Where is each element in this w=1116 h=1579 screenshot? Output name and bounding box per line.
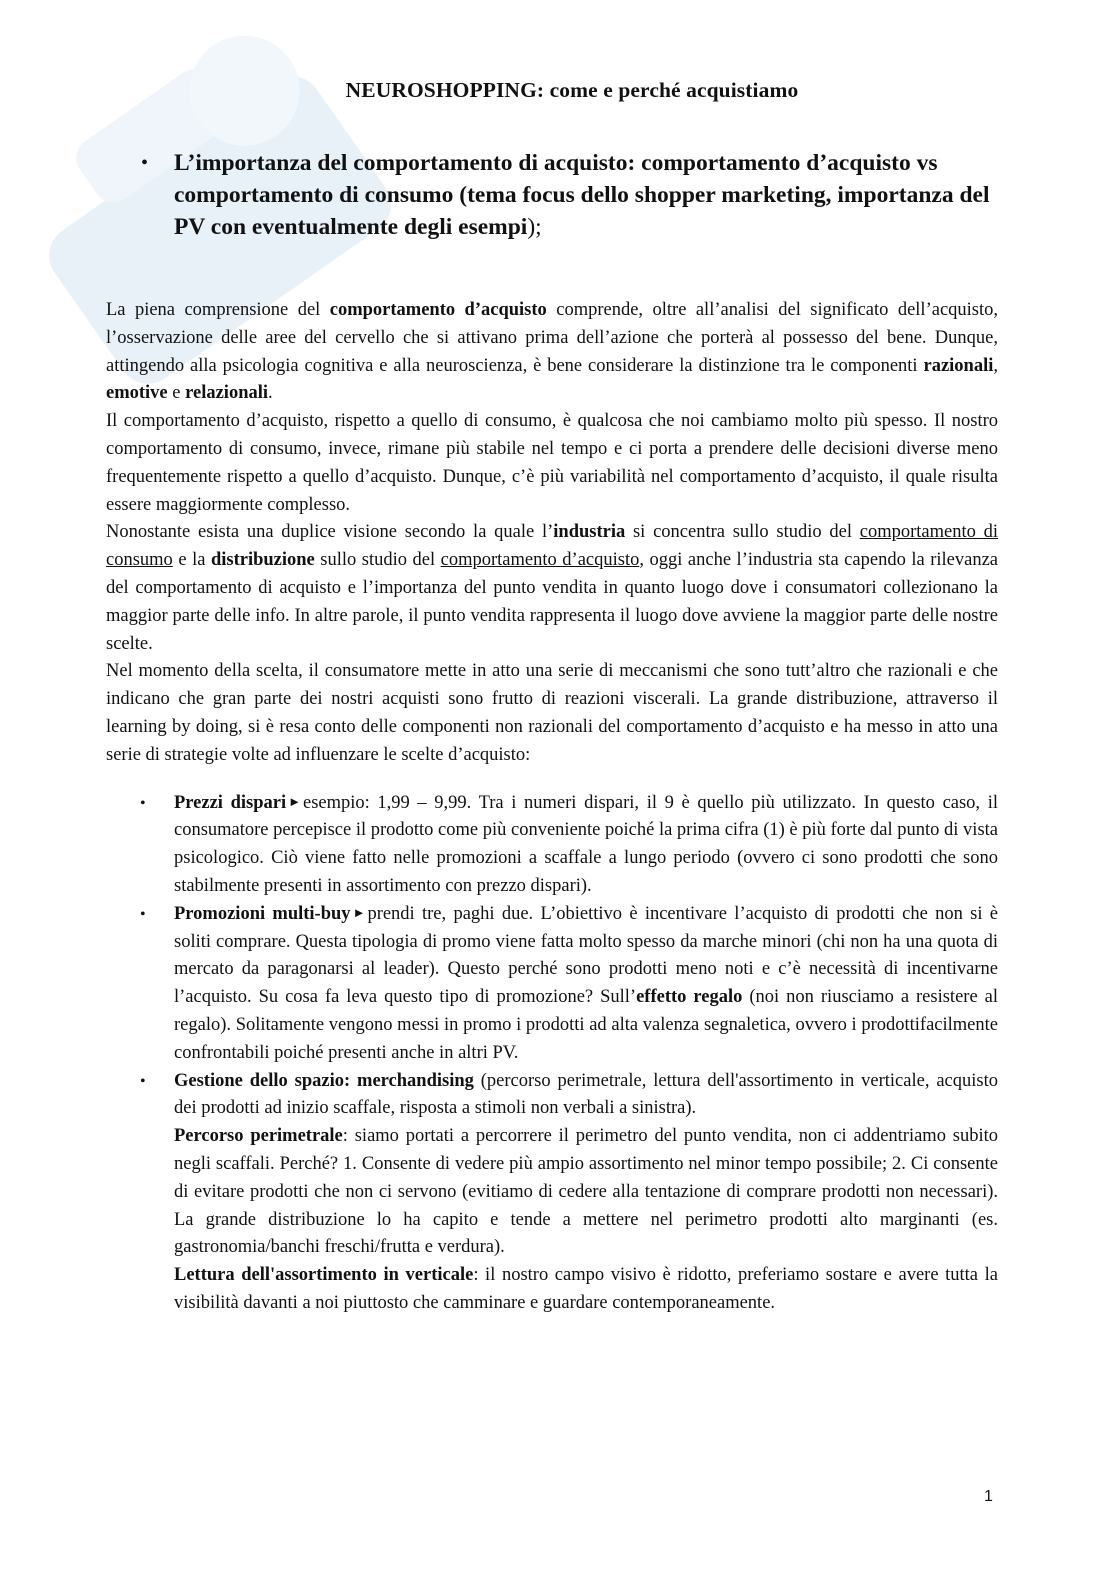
p3-text: si concentra sullo studio del — [625, 522, 860, 543]
p3-text: e la — [172, 550, 211, 571]
list-item-bold: Gestione dello spazio: merchandising — [174, 1070, 474, 1091]
list-item-bold: Promozioni multi-buy — [174, 903, 351, 924]
strategy-list — [106, 790, 998, 1318]
p3-underline: comportamento di consumo — [106, 522, 998, 571]
p1-text: comprende, oltre all’analisi del significato dell’acquisto, l’osservazione delle aree del cervello che si attivano prima dell’azione che porterà al possesso del bene. Dunque, attingendo alla psicologia cognitiva e alla neuroscienza, è bene considerare la distinzione tra le componenti — [106, 300, 999, 376]
arrow-right-icon: ► — [288, 793, 301, 809]
list-item-text: : siamo portati a percorrere il perimetro del punto vendita, non ci addentriamo subito negli scaffali. Perché? 1. Consente di vedere più ampio assortimento nel minor tempo possibile; 2. Ci consente di evitare prodotti che non ci servono (evitiamo di cedere alla tentazione di comprare prodotti non necessari). La grande distribuzione lo ha capito e tende a mettere nel perimetro prodotti alto marginanti (es. gastronomia/banchi freschi/frutta e verdura). — [174, 1126, 998, 1258]
p1-text: , — [993, 355, 998, 376]
arrow-right-icon: ► — [352, 904, 366, 920]
p1-text: La piena comprensione del — [106, 300, 330, 320]
list-item — [174, 901, 998, 1068]
list-item-text: prendi tre, paghi due. L’obiettivo è incentivare l’acquisto di prodotti che non si è soliti comprare. Questa tipologia di promo viene fatta molto spesso da marche minori (chi non ha una quota di mercato da paragonarsi al leader). Questo perché sono prodotti meno noti e c’è necessità di incentivarne l’acquisto. Su cosa fa leva questo tipo di promozione? Sull’ — [174, 903, 999, 1008]
p3-bold: distribuzione — [210, 550, 315, 571]
p1-bold: emotive — [106, 383, 168, 404]
list-item-bold: Percorso perimetrale — [174, 1126, 343, 1147]
document-page — [106, 78, 998, 1318]
p1-text: e — [167, 383, 186, 404]
section-heading-bold: L’importanza del comportamento di acquisto: comportamento d’acquisto vs comportamento di consumo (tema focus dello shopper marketing, importanza del PV con eventualmente degli esempi — [174, 150, 990, 240]
p1-bold: razionali — [923, 355, 994, 376]
list-item-text: esempio: 1,99 – 9,99. Tra i numeri dispari, il 9 è quello più utilizzato. In questo caso, il consumatore percepisce il prodotto come più conveniente poiché la prima cifra (1) è più forte dal punto di vista psicologico. Ciò viene fatto nelle promozioni a scaffale a lungo periodo (ovvero ci sono prodotti che sono stabilmente presenti in assortimento con prezzo dispari). — [174, 792, 998, 896]
p3-underline: comportamento d’acquisto — [440, 550, 640, 571]
list-item-bold: effetto regalo — [636, 987, 743, 1008]
p1-bold: relazionali — [185, 383, 269, 404]
list-item-text: (percorso perimetrale, lettura dell'assortimento in verticale, acquisto dei prodotti ad inizio scaffale, risposta a stimoli non verbali a sinistra). — [174, 1070, 998, 1119]
list-item-bold: Lettura dell'assortimento in verticale — [174, 1265, 474, 1286]
paragraph-3 — [106, 519, 998, 658]
page-number: 1 — [984, 1488, 993, 1505]
list-item — [174, 1068, 998, 1318]
body-text — [106, 297, 998, 770]
section-heading-list — [106, 147, 998, 243]
p3-text: , oggi anche l’industria sta capendo la rilevanza del comportamento di acquisto e l’importanza del punto vendita in quanto luogo dove i consumatori collezionano la maggior parte delle info. In altre parole, il punto vendita rappresenta il luogo dove avviene la maggior parte delle nostre scelte. — [106, 550, 998, 654]
list-item-bold: Prezzi dispari — [174, 792, 287, 813]
paragraph-1 — [106, 297, 998, 408]
page-title: NEUROSHOPPING: come e perché acquistiamo — [345, 78, 799, 102]
p3-bold: industria — [553, 522, 626, 543]
p1-bold: comportamento d’acquisto — [329, 300, 547, 320]
section-heading — [174, 147, 1009, 243]
p3-text: Nonostante esista una duplice visione secondo la quale l’ — [106, 522, 554, 543]
paragraph-4: Nel momento della scelta, il consumatore mette in atto una serie di meccanismi che sono tutt’altro che razionali e che indicano che gran parte dei nostri acquisti sono frutto di reazioni viscerali. La grande distribuzione, attraverso il learning by doing, si è resa conto delle componenti non razionali del comportamento d’acquisto e ha messo in atto una serie di strategie volte ad influenzare le scelte d’acquisto: — [106, 661, 998, 765]
paragraph-2: Il comportamento d’acquisto, rispetto a quello di consumo, è qualcosa che noi cambiamo molto più spesso. Il nostro comportamento di consumo, invece, rimane più stabile nel tempo e ci porta a prendere delle decisioni diverse meno frequentemente rispetto a quello d’acquisto. Dunque, c’è più variabilità nel comportamento d’acquisto, il quale risulta essere maggiormente complesso. — [106, 411, 998, 515]
section-heading-end: ); — [527, 214, 542, 240]
p1-text: . — [268, 383, 273, 404]
list-item-text: : il nostro campo visivo è ridotto, preferiamo sostare e avere tutta la visibilità davanti a noi piuttosto che camminare e guardare contemporaneamente. — [174, 1265, 998, 1313]
p3-text: sullo studio del — [314, 550, 441, 571]
list-item — [174, 790, 998, 901]
list-item-text: (noi non riusciamo a resistere al regalo). Solitamente vengono messi in promo i prodotti ad alta valenza segnaletica, ovvero i prodottifacilmente confrontabili poiché presenti anche in altri PV. — [174, 987, 998, 1063]
